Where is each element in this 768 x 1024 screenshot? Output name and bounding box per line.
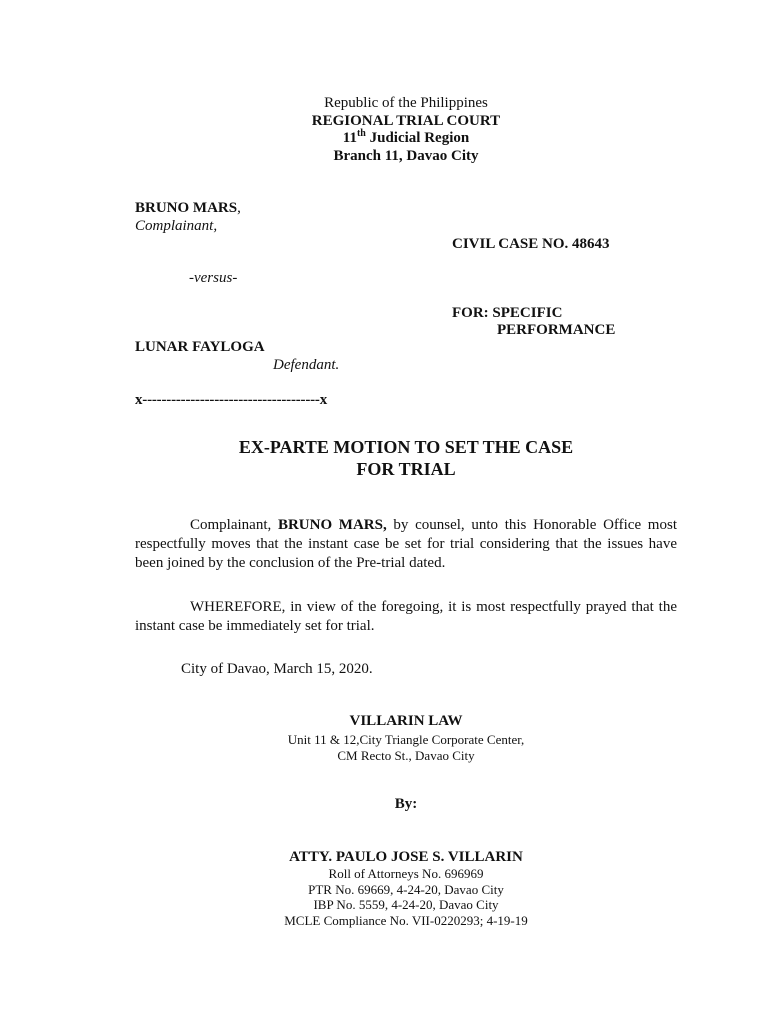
header-branch: Branch 11, Davao City (333, 147, 479, 164)
motion-title-line1: EX-PARTE MOTION TO SET THE CASE (238, 437, 574, 457)
motion-title (0, 436, 768, 480)
case-number: CIVIL CASE NO. 48643 (452, 236, 610, 252)
court-header (0, 95, 768, 165)
defendant-name: LUNAR FAYLOGA (135, 339, 265, 355)
header-republic: Republic of the Philippines (324, 95, 488, 111)
motion-title-line2: FOR TRIAL (356, 459, 456, 479)
firm-address-line1: Unit 11 & 12,City Triangle Corporate Center, (287, 732, 525, 747)
firm-address-line2: CM Recto St., Davao City (337, 747, 475, 763)
signatory-name: ATTY. PAULO JOSE S. VILLARIN (289, 849, 523, 865)
nature-of-case: FOR: SPECIFIC (452, 305, 563, 321)
body-paragraph-2: WHEREFORE, in view of the foregoing, it is most respectfully prayed that the instant case be immediately set for trial. (135, 599, 677, 634)
complainant-role: Complainant, (135, 218, 218, 234)
caption-separator: x-------------------------------------x (135, 392, 328, 408)
header-region: 11th Judicial Region (342, 128, 470, 146)
versus-label: -versus- (189, 270, 238, 286)
defendant-role: Defendant. (273, 357, 340, 373)
by-label: By: (394, 796, 418, 812)
signatory-details (0, 866, 768, 928)
mcle-number: MCLE Compliance No. VII-0220293; 4-19-19 (284, 912, 528, 928)
firm-address (0, 732, 768, 763)
ptr-number: PTR No. 69669, 4-24-20, Davao City (308, 881, 504, 897)
firm-name: VILLARIN LAW (349, 713, 463, 729)
date-line: City of Davao, March 15, 2020. (181, 661, 373, 677)
complainant-name: BRUNO MARS, (135, 200, 241, 216)
nature-of-case-cont: PERFORMANCE (497, 322, 616, 338)
header-court: REGIONAL TRIAL COURT (311, 112, 501, 129)
body-paragraph-1: Complainant, BRUNO MARS, by counsel, unto this Honorable Office most respectfully moves that the instant case be set for trial considering that the issues have been joined by the conclusion of the Pre-trial dated. (135, 517, 677, 571)
ibp-number: IBP No. 5559, 4-24-20, Davao City (313, 897, 499, 912)
roll-of-attorneys: Roll of Attorneys No. 696969 (328, 866, 484, 881)
